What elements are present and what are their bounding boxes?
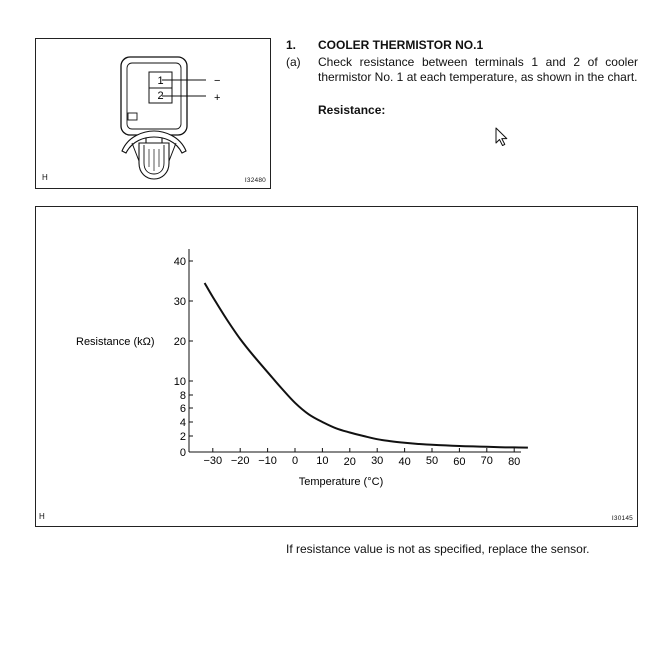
- mouse-pointer-icon: [495, 127, 509, 147]
- x-tick-label: 60: [453, 456, 466, 468]
- connector-figure-tag: H: [42, 173, 48, 182]
- sub-step-number: (a): [286, 55, 301, 69]
- connector-figure: [35, 38, 271, 189]
- x-ticks: [203, 448, 520, 468]
- terminal-2-label: 2: [157, 90, 164, 102]
- chart-figure-code: I30145: [611, 515, 633, 522]
- plus-polarity-label: +: [214, 92, 221, 104]
- x-tick-label: 50: [425, 455, 439, 467]
- x-tick-label: 70: [480, 455, 493, 467]
- chart-figure-tag: H: [39, 512, 45, 521]
- terminal-1-label: 1: [157, 75, 164, 87]
- x-tick-label: −20: [230, 455, 250, 467]
- connector-illustration: [36, 39, 270, 188]
- x-tick-label: 80: [508, 456, 521, 468]
- x-tick-label: 30: [371, 455, 384, 467]
- y-tick-label: 4: [179, 417, 186, 429]
- step-title: COOLER THERMISTOR NO.1: [318, 38, 484, 52]
- y-tick-label: 20: [173, 336, 186, 348]
- y-tick-label: 10: [173, 376, 186, 388]
- y-tick-label: 2: [179, 431, 186, 443]
- y-tick-label: 6: [179, 403, 186, 415]
- minus-polarity-label: −: [214, 75, 221, 87]
- y-tick-label: 30: [173, 296, 186, 308]
- sub-step-text: Check resistance between terminals 1 and 2 of cooler thermistor No. 1 at each temperature, as shown in the chart.: [318, 55, 638, 84]
- x-tick-label: −10: [258, 455, 277, 467]
- x-tick-label: 40: [398, 456, 411, 468]
- resistance-curve: [205, 283, 528, 448]
- resistance-temperature-chart: [36, 207, 637, 526]
- x-tick-label: 0: [291, 455, 299, 467]
- x-tick-label: −30: [203, 455, 223, 467]
- step-number: 1.: [286, 38, 297, 52]
- y-ticks: [174, 256, 193, 459]
- x-tick-label: 20: [343, 456, 356, 468]
- x-tick-label: 10: [316, 455, 329, 467]
- y-tick-label: 40: [173, 256, 186, 268]
- y-tick-label: 8: [179, 390, 186, 402]
- y-tick-label: 0: [179, 447, 186, 459]
- replacement-note: If resistance value is not as specified, replace the sensor.: [286, 542, 590, 556]
- chart-figure: [35, 206, 638, 527]
- resistance-label: Resistance:: [318, 103, 386, 117]
- x-axis-label: Temperature (°C): [298, 476, 384, 488]
- y-axis-label: Resistance (kΩ): [76, 336, 155, 348]
- connector-figure-code: I32480: [244, 177, 266, 184]
